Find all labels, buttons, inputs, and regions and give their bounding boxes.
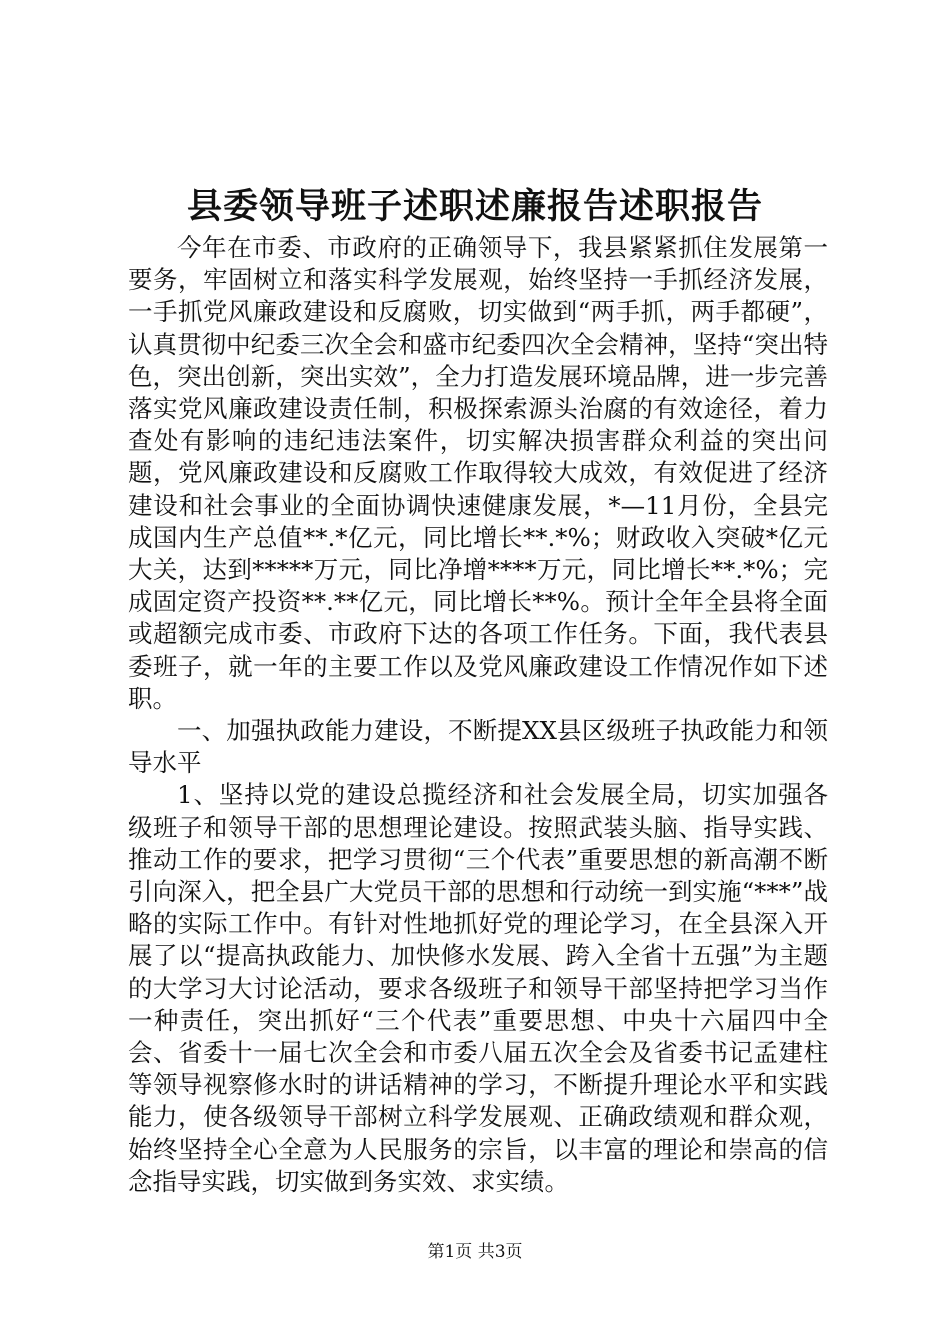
body-paragraph: 1、坚持以党的建设总揽经济和社会发展全局，切实加强各级班子和领导干部的思想理论建设。按照武装头脑、指导实践、推动工作的要求，把学习贯彻“三个代表”重要思想的新高潮不断引向深入，把全县广大党员干部的思想和行动统一到实施“***”战略的实际工作中。有针对性地抓好党的理论学习，在全县深入开展了以“提高执政能力、加快修水发展、跨入全省十五强”为主题的大学习大讨论活动，要求各级班子和领导干部坚持把学习当作一种责任，突出抓好“三个代表”重要思想、中央十六届四中全会、省委十一届七次全会和市委八届五次全会及省委书记孟建柱等领导视察修水时的讲话精神的学习，不断提升理论水平和实践能力，使各级领导干部树立科学发展观、正确政绩观和群众观，始终坚持全心全意为人民服务的宗旨，以丰富的理论和崇高的信念指导实践，切实做到务实效、求实绩。 [128,780,828,1196]
intro-paragraph: 今年在市委、市政府的正确领导下，我县紧紧抓住发展第一要务，牢固树立和落实科学发展观，始终坚持一手抓经济发展，一手抓党风廉政建设和反腐败，切实做到“两手抓，两手都硬”，认真贯彻中纪委三次全会和盛市纪委四次全会精神，坚持“突出特色，突出创新，突出实效”，全力打造发展环境品牌，进一步完善落实党风廉政建设责任制，积极探索源头治腐的有效途径，着力查处有影响的违纪违法案件，切实解决损害群众利益的突出问题，党风廉政建设和反腐败工作取得较大成效，有效促进了经济建设和社会事业的全面协调快速健康发展，*—11月份，全县完成国内生产总值**.*亿元，同比增长**.*%；财政收入突破*亿元大关，达到*****万元，同比净增****万元，同比增长**.*%；完成固定资产投资**.**亿元，同比增长**%。预计全年全县将全面或超额完成市委、市政府下达的各项工作任务。下面，我代表县委班子，就一年的主要工作以及党风廉政建设工作情况作如下述职。 [128,233,828,713]
document-body [128,232,828,1198]
page-footer: 第1页 共3页 [427,1242,523,1262]
document-title: 县委领导班子述职述廉报告述职报告 [186,186,763,227]
section-heading: 一、加强执政能力建设，不断提XX县区级班子执政能力和领导水平 [128,716,828,778]
